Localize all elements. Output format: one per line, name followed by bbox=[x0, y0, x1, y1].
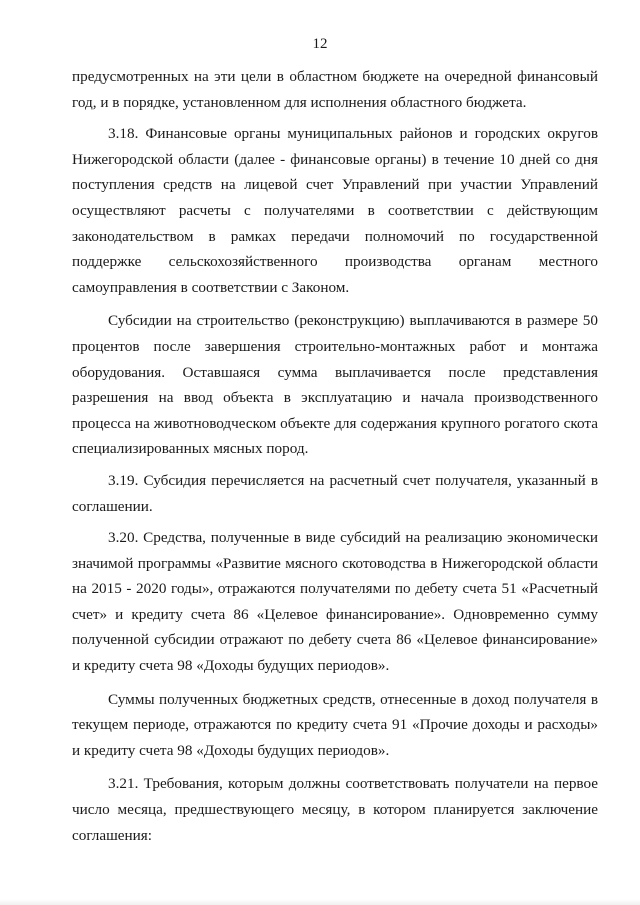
paragraph-subsidies-construction: Субсидии на строительство (реконструкцию) выплачиваются в размере 50 процентов после завершения строительно-монтажных работ и монтажа оборудования. Оставшаяся сумма выплачивается после представления разрешения на ввод объекта в эксплуатацию и начала производственного процесса на животноводческом объекте для содержания крупного рогатого скота специализированных мясных пород. bbox=[72, 312, 598, 458]
paragraph-3-20: 3.20. Средства, полученные в виде субсидий на реализацию экономически значимой программы «Развитие мясного скотоводства в Нижегородской области на 2015 - 2020 годы», отражаются получателями по дебету счета 51 «Расчетный счет» и кредиту счета 86 «Целевое финансирование». Одновременно сумму полученной субсидии отражают по дебету счета 86 «Целевое финансирование» и кредиту счета 98 «Доходы будущих периодов». bbox=[72, 529, 598, 675]
paragraph-3-21: 3.21. Требования, которым должны соответствовать получатели на первое число месяца, предшествующего месяцу, в котором планируется заключение соглашения: bbox=[72, 775, 598, 844]
document-body bbox=[72, 64, 598, 848]
paragraph-continuation: предусмотренных на эти цели в областном бюджете на очередной финансовый год, и в порядке, установленном для исполнения областного бюджета. bbox=[72, 68, 598, 111]
page-number: 12 bbox=[312, 36, 328, 52]
paragraph-3-19: 3.19. Субсидия перечисляется на расчетный счет получателя, указанный в соглашении. bbox=[72, 471, 598, 515]
scan-bottom-edge bbox=[0, 899, 640, 905]
paragraph-3-18: 3.18. Финансовые органы муниципальных районов и городских округов Нижегородской области (далее - финансовые органы) в течение 10 дней со дня поступления средств на лицевой счет Управлений при участии Управлений осуществляют расчеты с получателями в соответствии с действующим законодательством в рамках передачи полномочий по государственной поддержке сельскохозяйственного производства органам местного самоуправления в соответствии с Законом. bbox=[72, 125, 598, 296]
paragraph-budget-funds: Суммы полученных бюджетных средств, отнесенные в доход получателя в текущем периоде, отражаются по кредиту счета 91 «Прочие доходы и расходы» и кредиту счета 98 «Доходы будущих периодов». bbox=[72, 690, 598, 759]
